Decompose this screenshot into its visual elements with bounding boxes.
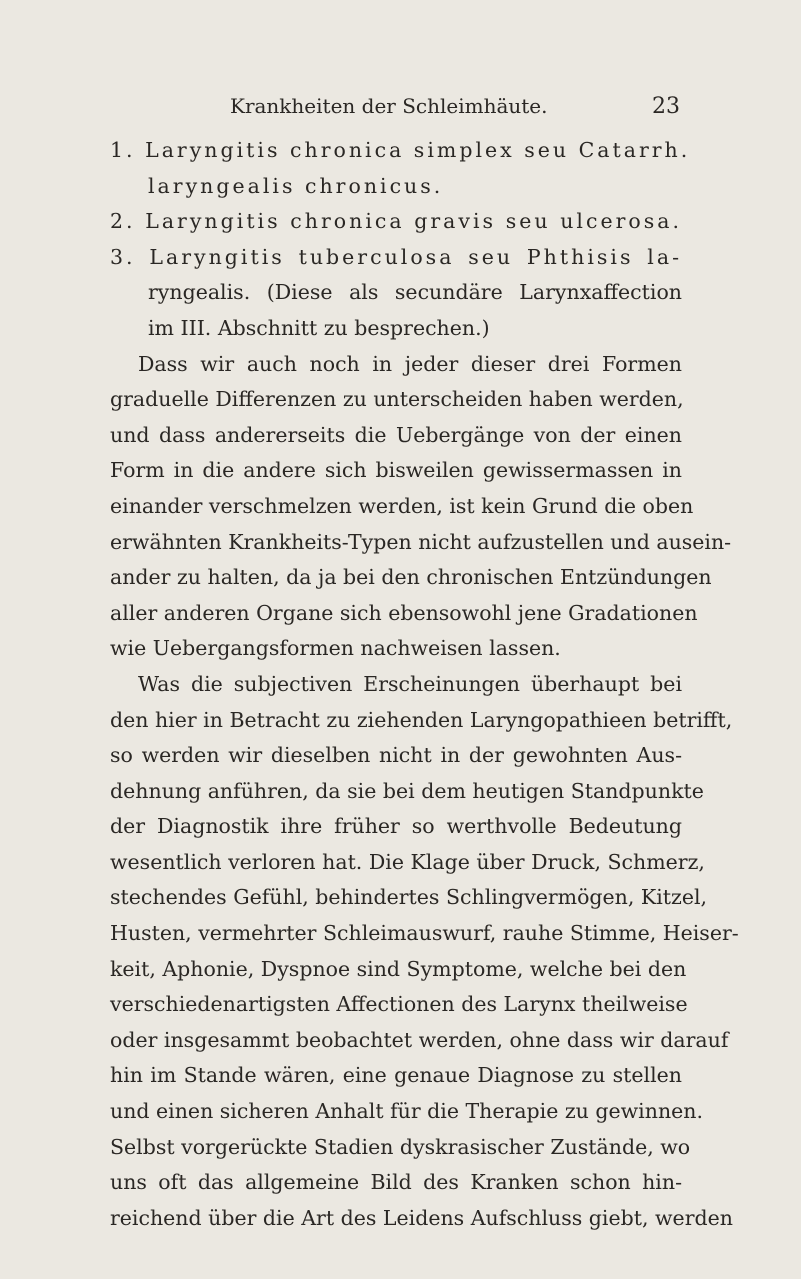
paragraph-line: Was die subjectiven Erscheinungen überhaupt bei [138,671,682,696]
running-title: Krankheiten der Schleimhäute. [230,94,548,118]
list-item-3-cont: im III. Abschnitt zu besprechen.) [148,315,490,340]
paragraph-line: der Diagnostik ihre früher so werthvolle Bedeutung [110,814,682,839]
paragraph-line: einander verschmelzen werden, ist kein Grund die oben [110,493,694,518]
paragraph-line: so werden wir dieselben nicht in der gewohnten Aus- [110,743,682,768]
paragraph-line: keit, Aphonie, Dyspnoe sind Symptome, welche bei den [110,956,687,981]
paragraph-line: uns oft das allgemeine Bild des Kranken schon hin- [110,1170,682,1195]
paragraph-line: Husten, vermehrter Schleimauswurf, rauhe Stimme, Heiser- [110,921,739,946]
paragraph-line: und einen sicheren Anhalt für die Therapie zu gewinnen. [110,1099,703,1124]
paragraph-line: Selbst vorgerückte Stadien dyskrasischer Zustände, wo [110,1134,691,1159]
paragraph-line: erwähnten Krankheits-Typen nicht aufzustellen und ausein- [110,529,732,554]
paragraph-line: wesentlich verloren hat. Die Klage über Druck, Schmerz, [110,849,705,874]
list-item-1: 1. Laryngitis chronica simplex seu Catarrh. [110,138,691,162]
paragraph-line: stechendes Gefühl, behindertes Schlingvermögen, Kitzel, [110,885,708,910]
paragraph-line: wie Uebergangsformen nachweisen lassen. [110,636,561,661]
page-number: 23 [652,94,680,119]
paragraph-line: den hier in Betracht zu ziehenden Laryngopathieen betrifft, [110,707,733,732]
paragraph-line: reichend über die Art des Leidens Aufschluss giebt, werden [110,1205,733,1230]
paragraph-line: Form in die andere sich bisweilen gewissermassen in [110,458,682,483]
list-item-1-cont: laryngealis chronicus. [148,173,444,198]
paragraph-line: ander zu halten, da ja bei den chronischen Entzündungen [110,565,712,590]
running-header [110,94,680,124]
list-item-2: 2. Laryngitis chronica gravis seu ulcerosa. [110,209,682,234]
paragraph-line: graduelle Differenzen zu unterscheiden haben werden, [110,387,684,412]
paragraph-line: oder insgesammt beobachtet werden, ohne dass wir darauf [110,1027,729,1052]
paragraph-line: und dass andererseits die Uebergänge von der einen [110,422,682,447]
paragraph-line: verschiedenartigsten Affectionen des Larynx theilweise [110,992,688,1017]
paragraph-line: Dass wir auch noch in jeder dieser drei Formen [138,351,682,376]
paragraph-line: dehnung anführen, da sie bei dem heutigen Standpunkte [110,778,704,803]
list-item-3: 3. Laryngitis tuberculosa seu Phthisis la- [110,244,682,269]
page-body [110,133,739,1236]
paragraph-line: hin im Stande wären, eine genaue Diagnose zu stellen [110,1063,682,1088]
list-item-3-cont: ryngealis. (Diese als secundäre Larynxaffection [148,280,682,305]
paragraph-line: aller anderen Organe sich ebensowohl jene Gradationen [110,600,698,625]
